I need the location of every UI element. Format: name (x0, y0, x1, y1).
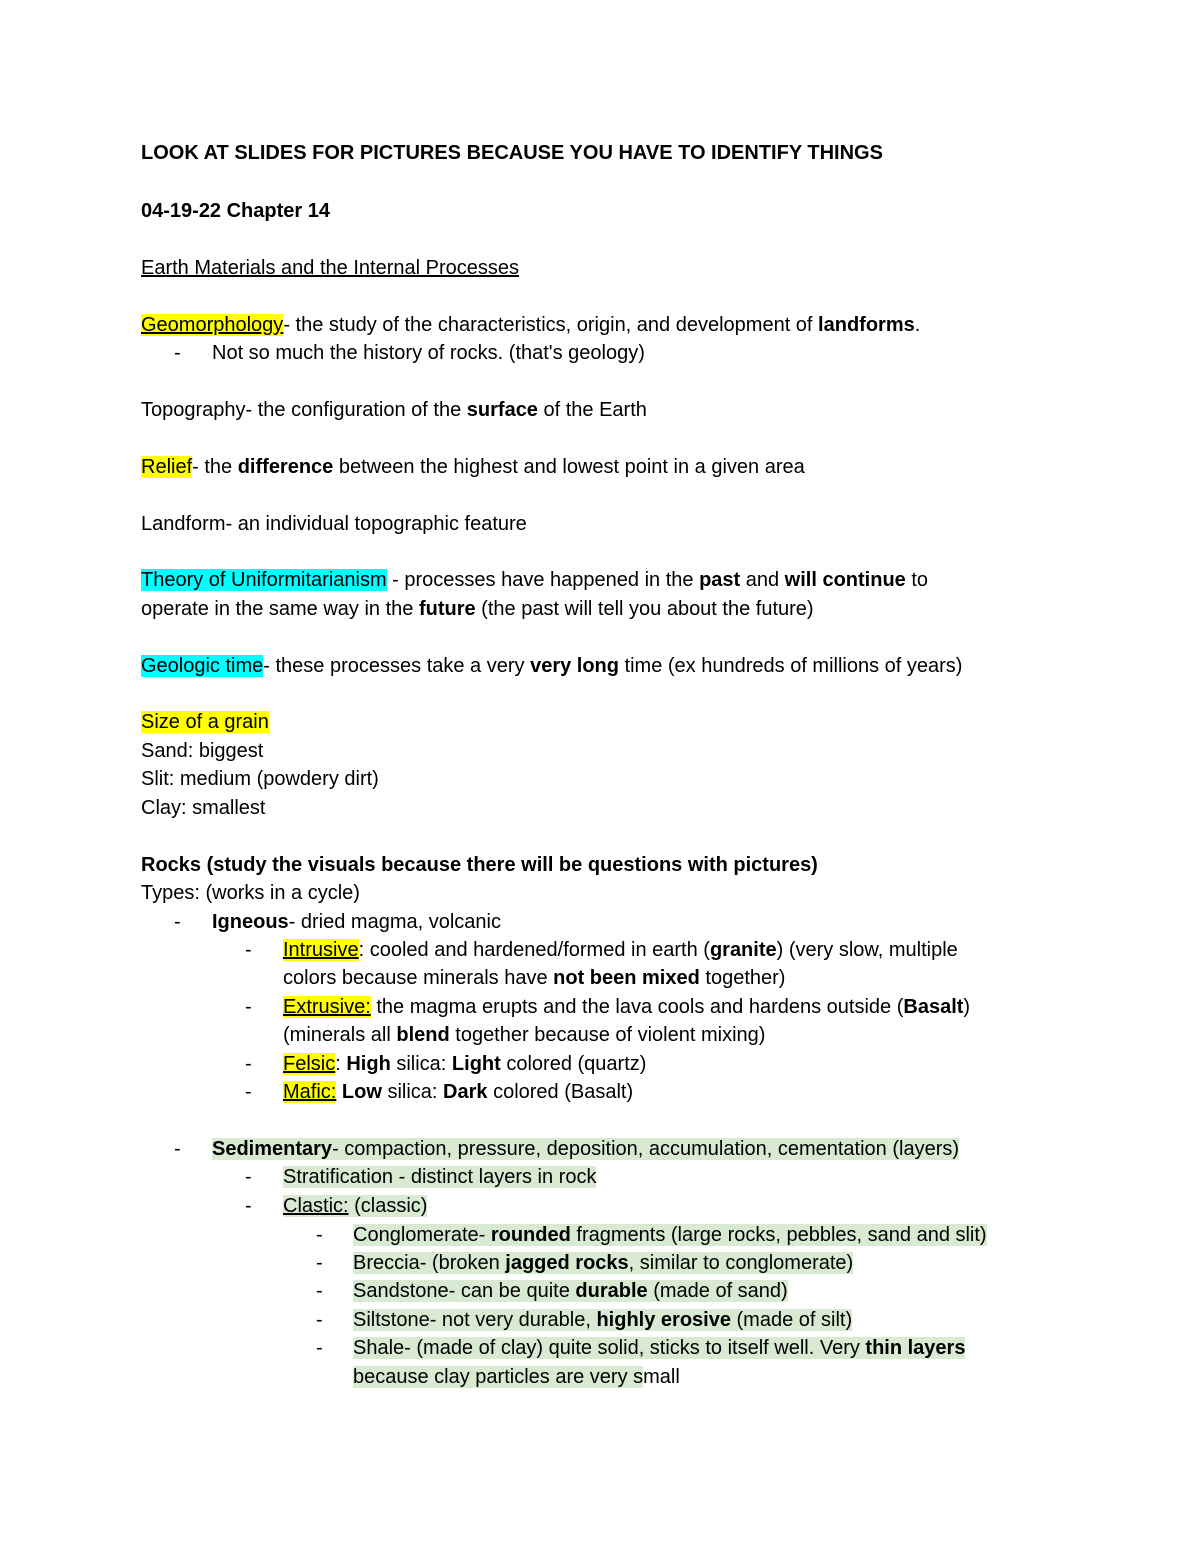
mafic-term: Mafic: (283, 1081, 337, 1103)
stratification-text: Stratification - distinct layers in rock (283, 1166, 597, 1188)
shale-a: Shale- (made of clay) quite solid, sticks to itself well. Very (353, 1337, 866, 1359)
durable-bold: durable (575, 1280, 648, 1302)
sandstone-b: (made of sand) (647, 1280, 788, 1302)
conglomerate-a: Conglomerate- (353, 1224, 491, 1246)
topography-line (141, 396, 647, 424)
shale-d: mall (643, 1366, 680, 1388)
intrusive-d: together) (699, 967, 786, 989)
uniformitarianism-c: to (905, 569, 929, 591)
uniformitarianism-b: and (740, 569, 785, 591)
uniformitarianism-a: - processes have happened in the (386, 569, 700, 591)
felsic-line (283, 1050, 646, 1078)
section-title: Earth Materials and the Internal Processes (141, 257, 519, 279)
intrusive-a: : cooled and hardened/formed in earth ( (358, 939, 710, 961)
relief-line (141, 453, 805, 481)
uniformitarianism-line (141, 566, 928, 594)
rocks-heading: Rocks (study the visuals because there will be questions with pictures) (141, 854, 818, 876)
shale-line-2 (353, 1363, 680, 1391)
intrusive-term: Intrusive (283, 939, 359, 961)
bullet-dash: - (245, 1053, 252, 1075)
bullet-dash: - (245, 1166, 252, 1188)
granite-bold: granite (709, 939, 777, 961)
geomorphology-sub: Not so much the history of rocks. (that's geology) (212, 342, 645, 364)
will-continue-bold: will continue (784, 569, 906, 591)
topography-post: of the Earth (537, 399, 647, 421)
grain-item: Slit: medium (powdery dirt) (141, 768, 379, 790)
igneous-term: Igneous (212, 911, 289, 933)
relief-term: Relief (141, 456, 193, 478)
geologic-time-b: time (ex hundreds of millions of years) (619, 655, 963, 677)
light-bold: Light (451, 1053, 501, 1075)
geologic-time-a: - these processes take a very (263, 655, 531, 677)
mafic-line (283, 1078, 633, 1106)
intrusive-c: colors because minerals have (283, 967, 554, 989)
igneous-def: - dried magma, volcanic (288, 911, 501, 933)
uniformitarianism-line-2 (141, 595, 814, 623)
siltstone-line (353, 1306, 852, 1334)
breccia-line (353, 1249, 853, 1277)
intrusive-line (283, 936, 958, 964)
bullet-dash: - (245, 939, 252, 961)
bullet-dash: - (174, 1138, 181, 1160)
uniformitarianism-e: (the past will tell you about the future) (475, 598, 814, 620)
siltstone-b: (made of silt) (730, 1309, 853, 1331)
very-long-bold: very long (530, 655, 619, 677)
intrusive-b: ) (very slow, multiple (776, 939, 958, 961)
geomorphology-def: - the study of the characteristics, origin, and development of (283, 314, 819, 336)
landform-line: Landform- an individual topographic feature (141, 513, 527, 535)
relief-a: - the (192, 456, 238, 478)
extrusive-term: Extrusive: (283, 996, 371, 1018)
relief-b: between the highest and lowest point in a given area (333, 456, 805, 478)
not-been-mixed-bold: not been mixed (553, 967, 700, 989)
felsic-c: colored (quartz) (500, 1053, 647, 1075)
felsic-term: Felsic (283, 1053, 336, 1075)
bullet-dash: - (316, 1337, 323, 1359)
sandstone-a: Sandstone- can be quite (353, 1280, 576, 1302)
felsic-a: : (335, 1053, 347, 1075)
clastic-term: Clastic: (283, 1195, 349, 1217)
past-bold: past (699, 569, 741, 591)
extrusive-line (283, 993, 970, 1021)
extrusive-line-2 (283, 1021, 765, 1049)
extrusive-a: the magma erupts and the lava cools and hardens outside ( (370, 996, 904, 1018)
breccia-b: , similar to conglomerate) (628, 1252, 854, 1274)
geomorphology-line (141, 311, 920, 339)
topography-pre: Topography- the configuration of the (141, 399, 467, 421)
mafic-b: silica: (381, 1081, 444, 1103)
bullet-dash: - (316, 1280, 323, 1302)
bullet-dash: - (245, 1195, 252, 1217)
bullet-dash: - (316, 1309, 323, 1331)
blend-bold: blend (396, 1024, 450, 1046)
geomorphology-end: . (914, 314, 921, 336)
notice-heading: LOOK AT SLIDES FOR PICTURES BECAUSE YOU HAVE TO IDENTIFY THINGS (141, 142, 883, 164)
grain-heading-line (141, 708, 269, 736)
jagged-rocks-bold: jagged rocks (505, 1252, 629, 1274)
conglomerate-line (353, 1221, 987, 1249)
clastic-line (283, 1192, 427, 1220)
low-bold: Low (341, 1081, 382, 1103)
difference-bold: difference (237, 456, 334, 478)
conglomerate-b: fragments (large rocks, pebbles, sand and slit) (570, 1224, 987, 1246)
geomorphology-term: Geomorphology (141, 314, 284, 336)
stratification-line (283, 1163, 596, 1191)
rounded-bold: rounded (490, 1224, 571, 1246)
extrusive-d: together because of violent mixing) (449, 1024, 766, 1046)
shale-line (353, 1334, 965, 1362)
intrusive-line-2 (283, 964, 785, 992)
surface-bold: surface (466, 399, 538, 421)
sandstone-line (353, 1277, 788, 1305)
extrusive-c: (minerals all (283, 1024, 397, 1046)
mafic-c: colored (Basalt) (487, 1081, 634, 1103)
shale-c: because clay particles are very s (353, 1366, 644, 1388)
thin-layers-bold: thin layers (865, 1337, 966, 1359)
dark-bold: Dark (443, 1081, 488, 1103)
future-bold: future (418, 598, 476, 620)
high-bold: High (346, 1053, 391, 1075)
grain-term: Size of a grain (141, 711, 269, 733)
geologic-time-line (141, 652, 962, 680)
bullet-dash: - (174, 911, 181, 933)
bullet-dash: - (316, 1252, 323, 1274)
bullet-dash: - (245, 996, 252, 1018)
uniformitarianism-d: operate in the same way in the (141, 598, 419, 620)
landforms-bold: landforms (818, 314, 915, 336)
grain-item: Sand: biggest (141, 740, 264, 762)
extrusive-b: ) (963, 996, 971, 1018)
sedimentary-def: - compaction, pressure, deposition, accumulation, cementation (layers) (332, 1138, 960, 1160)
bullet-dash: - (316, 1224, 323, 1246)
highly-erosive-bold: highly erosive (596, 1309, 731, 1331)
rocks-types: Types: (works in a cycle) (141, 882, 360, 904)
bullet-dash: - (174, 342, 181, 364)
basalt-bold: Basalt (903, 996, 964, 1018)
uniformitarianism-term: Theory of Uniformitarianism (141, 569, 387, 591)
siltstone-a: Siltstone- not very durable, (353, 1309, 597, 1331)
date-chapter-heading: 04-19-22 Chapter 14 (141, 200, 330, 222)
felsic-b: silica: (390, 1053, 452, 1075)
igneous-line (212, 908, 501, 936)
sedimentary-line (212, 1135, 959, 1163)
sedimentary-term: Sedimentary (212, 1138, 333, 1160)
clastic-rest: (classic) (348, 1195, 428, 1217)
bullet-dash: - (245, 1081, 252, 1103)
grain-item: Clay: smallest (141, 797, 266, 819)
geologic-time-term: Geologic time (141, 655, 264, 677)
breccia-a: Breccia- (broken (353, 1252, 506, 1274)
